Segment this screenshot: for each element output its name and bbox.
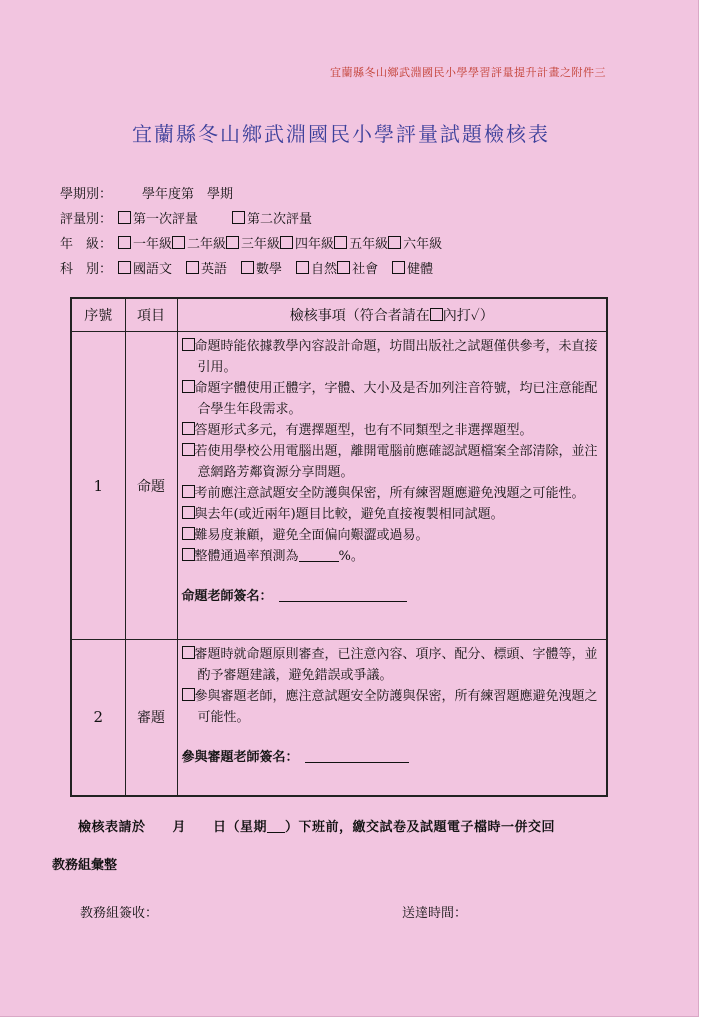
deadline-part2: ）下班前，繳交試卷及試題電子檔時一併交回 xyxy=(285,820,556,835)
subject-option-6: 健體 xyxy=(407,262,434,277)
row1-criterion-3 xyxy=(182,420,601,441)
subject-option-2: 英語 xyxy=(201,262,228,277)
setter-sign-label: 命題老師簽名： xyxy=(181,589,273,604)
criterion-checkbox[interactable] xyxy=(182,485,195,498)
col-check-header xyxy=(177,298,607,332)
row1-sign-line xyxy=(182,585,601,604)
row2-content xyxy=(177,640,607,796)
criterion-checkbox[interactable] xyxy=(182,443,195,456)
criterion-checkbox[interactable] xyxy=(182,380,195,393)
col-check-prefix: 檢核事項（符合者請在 xyxy=(289,308,430,324)
criterion-checkbox[interactable] xyxy=(182,506,195,519)
subject-option-5: 社會 xyxy=(352,262,379,277)
exam-option-1: 第一次評量 xyxy=(133,212,199,227)
exam-option-2: 第二次評量 xyxy=(247,212,313,227)
criterion-checkbox[interactable] xyxy=(182,527,195,540)
row1-criterion-6 xyxy=(182,504,601,525)
exam-label: 評量別： xyxy=(60,212,113,227)
subject-option-4: 自然 xyxy=(311,262,338,277)
grade-option-6: 六年級 xyxy=(403,237,443,252)
subject-checkbox-3[interactable] xyxy=(241,261,254,274)
row2-seq: 2 xyxy=(71,640,125,796)
row1-criterion-4 xyxy=(182,441,601,483)
grade-checkbox-6[interactable] xyxy=(388,236,401,249)
signoff-label: 教務組簽收： xyxy=(80,906,159,921)
grade-checkbox-5[interactable] xyxy=(334,236,347,249)
criterion-text: 與去年(或近兩年)題目比較，避免直接複製相同試題。 xyxy=(194,507,504,522)
col-seq-header: 序號 xyxy=(71,298,125,332)
subject-checkbox-6[interactable] xyxy=(392,261,405,274)
row1-criterion-7 xyxy=(182,525,601,546)
semester-value: 學年度第 學期 xyxy=(142,187,234,202)
subject-checkbox-4[interactable] xyxy=(296,261,309,274)
subject-checkbox-2[interactable] xyxy=(186,261,199,274)
col-check-suffix: 內打✓） xyxy=(442,308,494,324)
row1-criterion-2 xyxy=(182,378,601,420)
table-row xyxy=(71,332,607,640)
checklist-table xyxy=(70,297,608,797)
criterion-text: 若使用學校公用電腦出題，離開電腦前應確認試題檔案全部清除，並注意網路芳鄰資源分享問題。 xyxy=(194,444,598,480)
pass-rate-suffix: %。 xyxy=(338,549,364,564)
row1-seq: 1 xyxy=(71,332,125,640)
table-header-row xyxy=(71,298,607,332)
grade-checkbox-2[interactable] xyxy=(172,236,185,249)
grade-option-1: 一年級 xyxy=(133,237,173,252)
subject-checkbox-1[interactable] xyxy=(118,261,131,274)
criterion-checkbox[interactable] xyxy=(182,422,195,435)
page-title: 宜蘭縣冬山鄉武淵國民小學評量試題檢核表 xyxy=(132,122,550,146)
subject-option-1: 國語文 xyxy=(133,262,173,277)
row2-criterion-1 xyxy=(182,644,601,686)
subject-row xyxy=(60,258,433,277)
grade-option-2: 二年級 xyxy=(187,237,227,252)
grade-option-4: 四年級 xyxy=(295,237,335,252)
delivery-time-label: 送達時間： xyxy=(402,906,468,921)
col-item-header: 項目 xyxy=(125,298,177,332)
row1-pass-rate xyxy=(182,546,601,567)
criterion-text: 命題字體使用正體字，字體、大小及是否加列注音符號，均已注意能配合學生年段需求。 xyxy=(194,381,598,417)
pass-rate-input[interactable] xyxy=(299,549,339,562)
row2-criterion-2 xyxy=(182,686,601,728)
row1-criterion-5 xyxy=(182,483,601,504)
row1-item: 命題 xyxy=(125,332,177,640)
collect-label: 教務組彙整 xyxy=(52,858,118,873)
weekday-blank[interactable] xyxy=(267,820,285,833)
attachment-note: 宜蘭縣冬山鄉武淵國民小學學習評量提升計畫之附件三 xyxy=(330,66,606,79)
grade-row xyxy=(60,233,442,252)
grade-option-3: 三年級 xyxy=(241,237,281,252)
table-row xyxy=(71,640,607,796)
row2-sign-line xyxy=(182,746,601,765)
grade-option-5: 五年級 xyxy=(349,237,389,252)
semester-label: 學期別： xyxy=(60,187,113,202)
criterion-text: 命題時能依據教學內容設計命題，坊間出版社之試題僅供參考，未直接引用。 xyxy=(194,339,598,375)
setter-sign-field[interactable] xyxy=(279,587,407,602)
subject-option-3: 數學 xyxy=(256,262,283,277)
reviewer-sign-field[interactable] xyxy=(305,748,409,763)
criterion-checkbox[interactable] xyxy=(182,688,195,701)
grade-checkbox-3[interactable] xyxy=(226,236,239,249)
deadline-part1: 檢核表請於 月 日（星期 xyxy=(78,820,268,835)
row2-item: 審題 xyxy=(125,640,177,796)
grade-label: 年 級： xyxy=(60,237,113,252)
exam-row xyxy=(60,208,312,227)
semester-row xyxy=(60,183,233,202)
criterion-text: 難易度兼顧，避免全面偏向艱澀或過易。 xyxy=(194,528,429,543)
row1-criterion-1 xyxy=(182,336,601,378)
criterion-text: 答題形式多元，有選擇題型，也有不同類型之非選擇題型。 xyxy=(194,423,533,438)
row1-content xyxy=(177,332,607,640)
deadline-note xyxy=(78,816,555,835)
criterion-text: 參與審題老師，應注意試題安全防護與保密，所有練習題應避免洩題之可能性。 xyxy=(194,689,598,725)
subject-label: 科 別： xyxy=(60,262,113,277)
pass-rate-prefix: 整體通過率預測為 xyxy=(194,549,299,564)
criterion-checkbox[interactable] xyxy=(182,548,195,561)
header-checkbox-icon xyxy=(430,308,443,321)
criterion-text: 考前應注意試題安全防護與保密，所有練習題應避免洩題之可能性。 xyxy=(194,486,585,501)
grade-checkbox-4[interactable] xyxy=(280,236,293,249)
criterion-checkbox[interactable] xyxy=(182,338,195,351)
exam-checkbox-1[interactable] xyxy=(118,211,131,224)
exam-checkbox-2[interactable] xyxy=(232,211,245,224)
reviewer-sign-label: 參與審題老師簽名： xyxy=(181,750,299,765)
criterion-checkbox[interactable] xyxy=(182,646,195,659)
grade-checkbox-1[interactable] xyxy=(118,236,131,249)
subject-checkbox-5[interactable] xyxy=(337,261,350,274)
criterion-text: 審題時就命題原則審查，已注意內容、項序、配分、標頭、字體等，並酌予審題建議，避免錯誤或爭議。 xyxy=(194,647,598,683)
